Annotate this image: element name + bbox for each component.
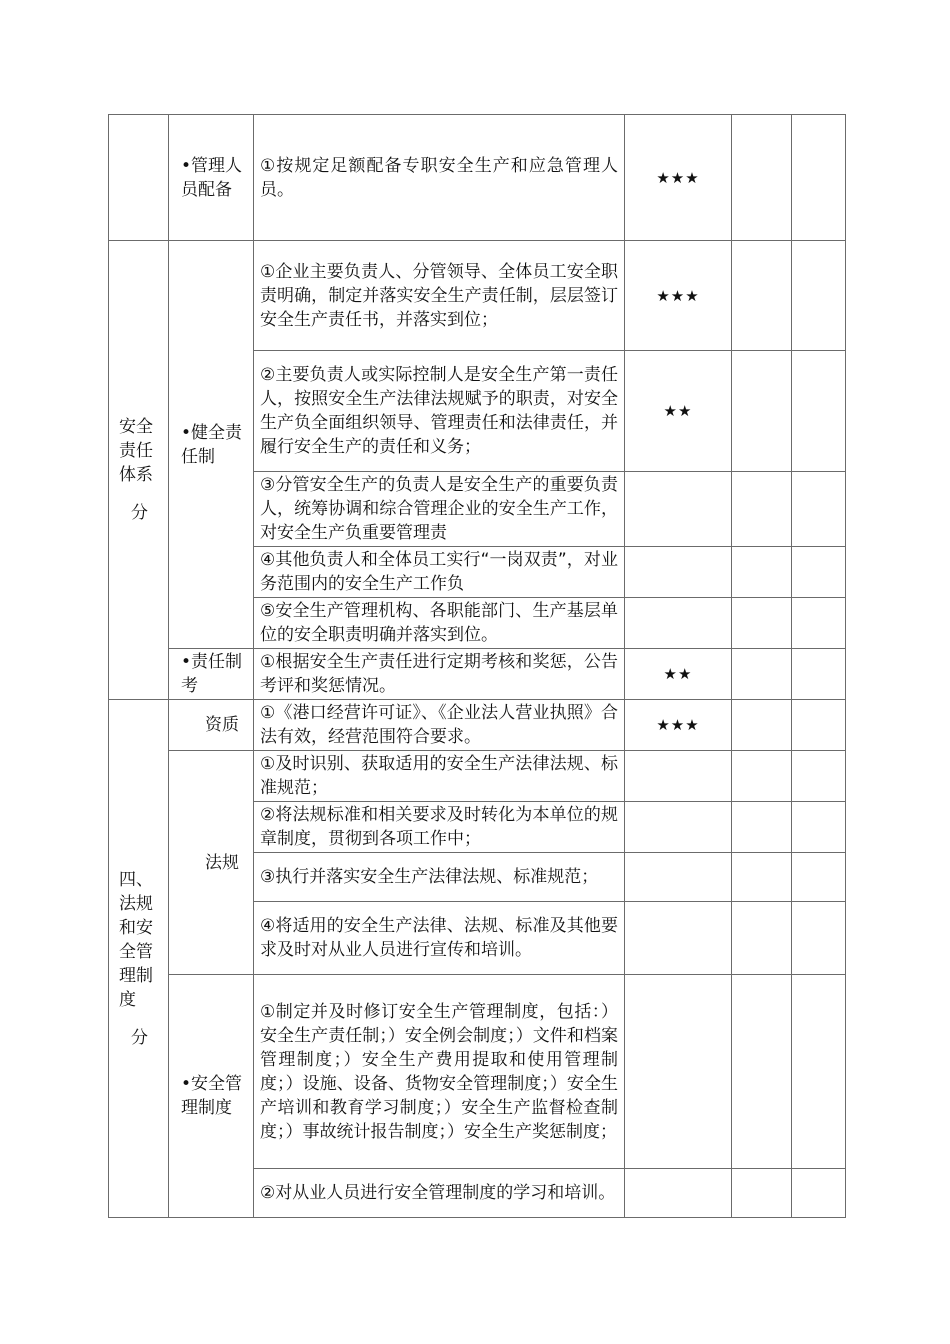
score-cell [732, 351, 792, 472]
rating-cell [625, 1169, 732, 1218]
score-cell [732, 241, 792, 351]
remark-cell [792, 902, 846, 975]
subcategory-cell: •管理人员配备 [169, 115, 254, 241]
remark-cell [792, 472, 846, 547]
item-cell: ②主要负责人或实际控制人是安全生产第一责任人，按照安全生产法律法规赋予的职责，对安全生产负全面组织领导、管理责任和法律责任，并履行安全生产的责任和义务； [254, 351, 625, 472]
subcategory-cell: •安全管理制度 [169, 975, 254, 1218]
remark-cell [792, 649, 846, 700]
item-cell: ③分管安全生产的负责人是安全生产的重要负责人，统筹协调和综合管理企业的安全生产工作，对安全生产负重要管理责 [254, 472, 625, 547]
category-suffix: 分 [131, 1027, 148, 1048]
score-cell [732, 751, 792, 802]
score-cell [732, 547, 792, 598]
item-cell: ①企业主要负责人、分管领导、全体员工安全职责明确，制定并落实安全生产责任制，层层签订安全生产责任书，并落实到位； [254, 241, 625, 351]
remark-cell [792, 975, 846, 1169]
score-cell [732, 802, 792, 853]
rating-cell: ★★★ [625, 700, 732, 751]
rating-cell: ★★ [625, 351, 732, 472]
rating-cell [625, 802, 732, 853]
rating-cell: ★★★ [625, 115, 732, 241]
item-cell: ②将法规标准和相关要求及时转化为本单位的规章制度，贯彻到各项工作中； [254, 802, 625, 853]
remark-cell [792, 115, 846, 241]
category-label: 四、法规和安全管理制度 [119, 869, 153, 1010]
table-row [109, 751, 846, 802]
remark-cell [792, 547, 846, 598]
item-cell: ①及时识别、获取适用的安全生产法律法规、标准规范； [254, 751, 625, 802]
item-cell: ①《港口经营许可证》、《企业法人营业执照》合法有效，经营范围符合要求。 [254, 700, 625, 751]
category-suffix: 分 [131, 503, 148, 523]
subcategory-cell: •健全责任制 [169, 241, 254, 649]
remark-cell [792, 751, 846, 802]
rating-cell: ★★★ [625, 241, 732, 351]
remark-cell [792, 700, 846, 751]
rating-cell [625, 751, 732, 802]
item-cell: ①根据安全生产责任进行定期考核和奖惩，公告考评和奖惩情况。 [254, 649, 625, 700]
table-row [109, 700, 846, 751]
subcategory-cell: •责任制考 [169, 649, 254, 700]
remark-cell [792, 351, 846, 472]
score-cell [732, 1169, 792, 1218]
item-cell: ④将适用的安全生产法律、法规、标准及其他要求及时对从业人员进行宣传和培训。 [254, 902, 625, 975]
item-cell: ①制定并及时修订安全生产管理制度，包括：）安全生产责任制；）安全例会制度；）文件和档案管理制度；）安全生产费用提取和使用管理制度；）设施、设备、货物安全管理制度；）安全生产培训和教育学习制度；）安全生产监督检查制度；）事故统计报告制度；）安全生产奖惩制度； [254, 975, 625, 1169]
score-cell [732, 700, 792, 751]
table-row [109, 115, 846, 241]
category-cell [109, 700, 169, 1218]
rating-cell [625, 547, 732, 598]
item-cell: ③执行并落实安全生产法律法规、标准规范； [254, 853, 625, 902]
rating-cell [625, 902, 732, 975]
item-cell: ④其他负责人和全体员工实行“一岗双责”，对业务范围内的安全生产工作负 [254, 547, 625, 598]
remark-cell [792, 802, 846, 853]
score-cell [732, 649, 792, 700]
score-cell [732, 853, 792, 902]
rating-cell [625, 472, 732, 547]
score-cell [732, 115, 792, 241]
remark-cell [792, 241, 846, 351]
table-row [109, 975, 846, 1169]
table-row [109, 241, 846, 351]
remark-cell [792, 598, 846, 649]
category-cell [109, 241, 169, 700]
score-cell [732, 472, 792, 547]
category-label: 安全责任体系 [119, 417, 153, 485]
rating-cell [625, 853, 732, 902]
category-cell [109, 115, 169, 241]
item-cell: ⑤安全生产管理机构、各职能部门、生产基层单位的安全职责明确并落实到位。 [254, 598, 625, 649]
subcategory-cell: 法规 [169, 751, 254, 975]
score-cell [732, 902, 792, 975]
table-row [109, 649, 846, 700]
rating-cell [625, 598, 732, 649]
rating-cell: ★★ [625, 649, 732, 700]
score-cell [732, 975, 792, 1169]
item-cell: ②对从业人员进行安全管理制度的学习和培训。 [254, 1169, 625, 1218]
remark-cell [792, 1169, 846, 1218]
subcategory-cell: 资质 [169, 700, 254, 751]
rating-cell [625, 975, 732, 1169]
score-cell [732, 598, 792, 649]
checklist-table [108, 114, 846, 1218]
item-cell: ①按规定足额配备专职安全生产和应急管理人员。 [254, 115, 625, 241]
remark-cell [792, 853, 846, 902]
